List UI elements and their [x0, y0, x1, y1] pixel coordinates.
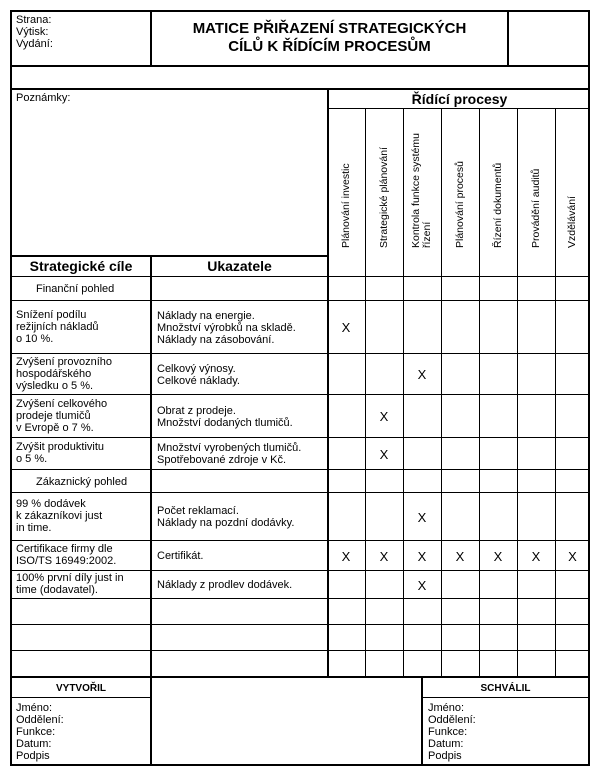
process-column-divider: [517, 108, 518, 676]
goal-text: 99 % dodávek: [16, 498, 86, 510]
assignment-mark: X: [417, 577, 427, 593]
indicator-text: Množství dodaných tlumičů.: [157, 416, 293, 429]
assignment-mark: X: [417, 367, 427, 382]
document-title-line1: MATICE PŘIŘAZENÍ STRATEGICKÝCH: [192, 20, 467, 37]
column-header-top-rule: [10, 255, 327, 257]
goal-text: Zvýšení provozního: [16, 355, 112, 368]
indicator-text: Celkové náklady.: [157, 374, 240, 387]
table-row-rule: [10, 353, 590, 354]
assignment-mark: X: [341, 548, 351, 564]
goal-text: hospodářského: [16, 367, 92, 380]
process-column-divider: [479, 108, 480, 676]
process-column-label: řízení: [421, 221, 433, 248]
indicator-text: Množství výrobků na skladě.: [157, 321, 296, 334]
approved-field-label: Podpis: [428, 750, 462, 762]
header-meta-label: Výtisk:: [16, 26, 49, 38]
created-field-label: Podpis: [16, 750, 50, 762]
goal-text: ISO/TS 16949:2002.: [16, 555, 117, 567]
goals-column-header: Strategické cíle: [29, 258, 133, 274]
created-by-title: VYTVOŘIL: [55, 683, 106, 694]
table-row-rule: [10, 469, 590, 470]
frame-bottom: [10, 764, 590, 766]
processes-left-border: [327, 88, 329, 676]
goal-text: režijních nákladů: [16, 320, 99, 333]
assignment-mark: X: [379, 409, 389, 424]
footer-created-title-rule: [10, 697, 152, 698]
indicator-text: Počet reklamací.: [157, 505, 239, 517]
goal-text: o 5 %.: [16, 453, 48, 465]
processes-title: Řídící procesy: [411, 91, 508, 107]
section-heading: Zákaznický pohled: [36, 475, 128, 488]
assignment-mark: X: [417, 548, 427, 564]
goal-text: Certifikace firmy dle: [16, 543, 113, 555]
indicator-text: Obrat z prodeje.: [157, 404, 236, 417]
indicator-text: Náklady na energie.: [157, 309, 255, 322]
process-column-label: Provádění auditů: [529, 168, 542, 248]
goal-text: time (dodavatel).: [16, 584, 98, 596]
document-title-line2: CÍLŮ K ŘÍDÍCÍM PROCESŮM: [228, 38, 431, 55]
header-bottom-rule: [10, 65, 590, 67]
footer-approved-title-rule: [421, 697, 590, 698]
indicator-text: Certifikát.: [157, 550, 204, 562]
created-field-label: Jméno:: [16, 702, 53, 714]
table-row-rule: [10, 492, 590, 493]
approved-by-title: SCHVÁLIL: [480, 683, 531, 694]
approved-field-label: Oddělení:: [428, 714, 476, 726]
indicator-text: Celkový výnosy.: [157, 362, 236, 375]
goal-text: Zvýšit produktivitu: [16, 441, 105, 453]
goal-text: prodeje tlumičů: [16, 409, 91, 422]
table-row-rule: [10, 276, 590, 277]
process-column-label: Strategické plánování: [377, 147, 390, 248]
blank-band-bottom-rule: [10, 88, 590, 90]
assignment-mark: X: [493, 548, 503, 564]
table-row-rule: [10, 300, 590, 301]
table-row-rule: [10, 598, 590, 599]
created-field-label: Oddělení:: [16, 714, 64, 726]
assignment-mark: X: [455, 548, 465, 564]
process-column-divider: [555, 108, 556, 676]
table-row-rule: [10, 650, 590, 651]
assignment-mark: X: [417, 509, 427, 525]
header-meta-label: Strana:: [16, 14, 52, 26]
assignment-mark: X: [379, 446, 389, 462]
goal-text: Zvýšení celkového: [16, 397, 108, 410]
assignment-mark: X: [379, 548, 389, 564]
table-row-rule: [10, 394, 590, 395]
process-column-divider: [365, 108, 366, 676]
indicator-text: Náklady na pozdní dodávky.: [157, 517, 295, 529]
process-column-label: Řízení dokumentů: [491, 162, 504, 248]
goal-text: Snížení podílu: [16, 308, 87, 321]
header-divider-right: [507, 10, 509, 66]
assignment-mark: X: [341, 320, 351, 335]
frame-top: [10, 10, 590, 12]
goal-text: k zákazníkovi just: [16, 510, 103, 522]
processes-title-rule: [327, 108, 590, 109]
goal-text: o 10 %.: [16, 332, 54, 345]
created-field-label: Funkce:: [16, 726, 56, 738]
indicator-text: Náklady na zásobování.: [157, 333, 275, 346]
indicator-text: Množství vyrobených tlumičů.: [157, 442, 302, 454]
footer-top-rule: [10, 676, 590, 678]
header-meta-label: Vydání:: [16, 38, 53, 50]
goal-text: in time.: [16, 522, 52, 534]
table-row-rule: [10, 570, 590, 571]
process-column-label: Kontrola funkce systému: [410, 133, 422, 248]
footer-divider-left: [150, 676, 152, 766]
goals-indicators-divider: [150, 255, 152, 676]
process-column-divider: [441, 108, 442, 676]
process-column-label: Plánování investic: [339, 163, 352, 248]
assignment-mark: X: [568, 548, 577, 564]
goal-text: 100% první díly just in: [16, 572, 124, 584]
section-heading: Finanční pohled: [36, 283, 115, 295]
approved-field-label: Funkce:: [428, 726, 468, 738]
frame-left: [10, 10, 12, 766]
table-row-rule: [10, 624, 590, 625]
goal-text: v Evropě o 7 %.: [16, 421, 94, 434]
table-row-rule: [10, 540, 590, 541]
approved-field-label: Jméno:: [428, 702, 465, 714]
process-column-label: Vzdělávání: [566, 196, 578, 248]
indicator-text: Náklady z prodlev dodávek.: [157, 579, 293, 591]
approved-field-label: Datum:: [428, 738, 464, 750]
process-column-label: Plánování procesů: [453, 161, 466, 248]
goal-text: výsledku o 5 %.: [16, 379, 94, 392]
created-field-label: Datum:: [16, 738, 52, 750]
frame-right: [588, 10, 590, 766]
table-row-rule: [10, 437, 590, 438]
notes-label: Poznámky:: [16, 92, 71, 104]
indicators-column-header: Ukazatele: [207, 258, 272, 274]
assignment-mark: X: [531, 548, 541, 564]
indicator-text: Spotřebované zdroje v Kč.: [157, 454, 287, 466]
